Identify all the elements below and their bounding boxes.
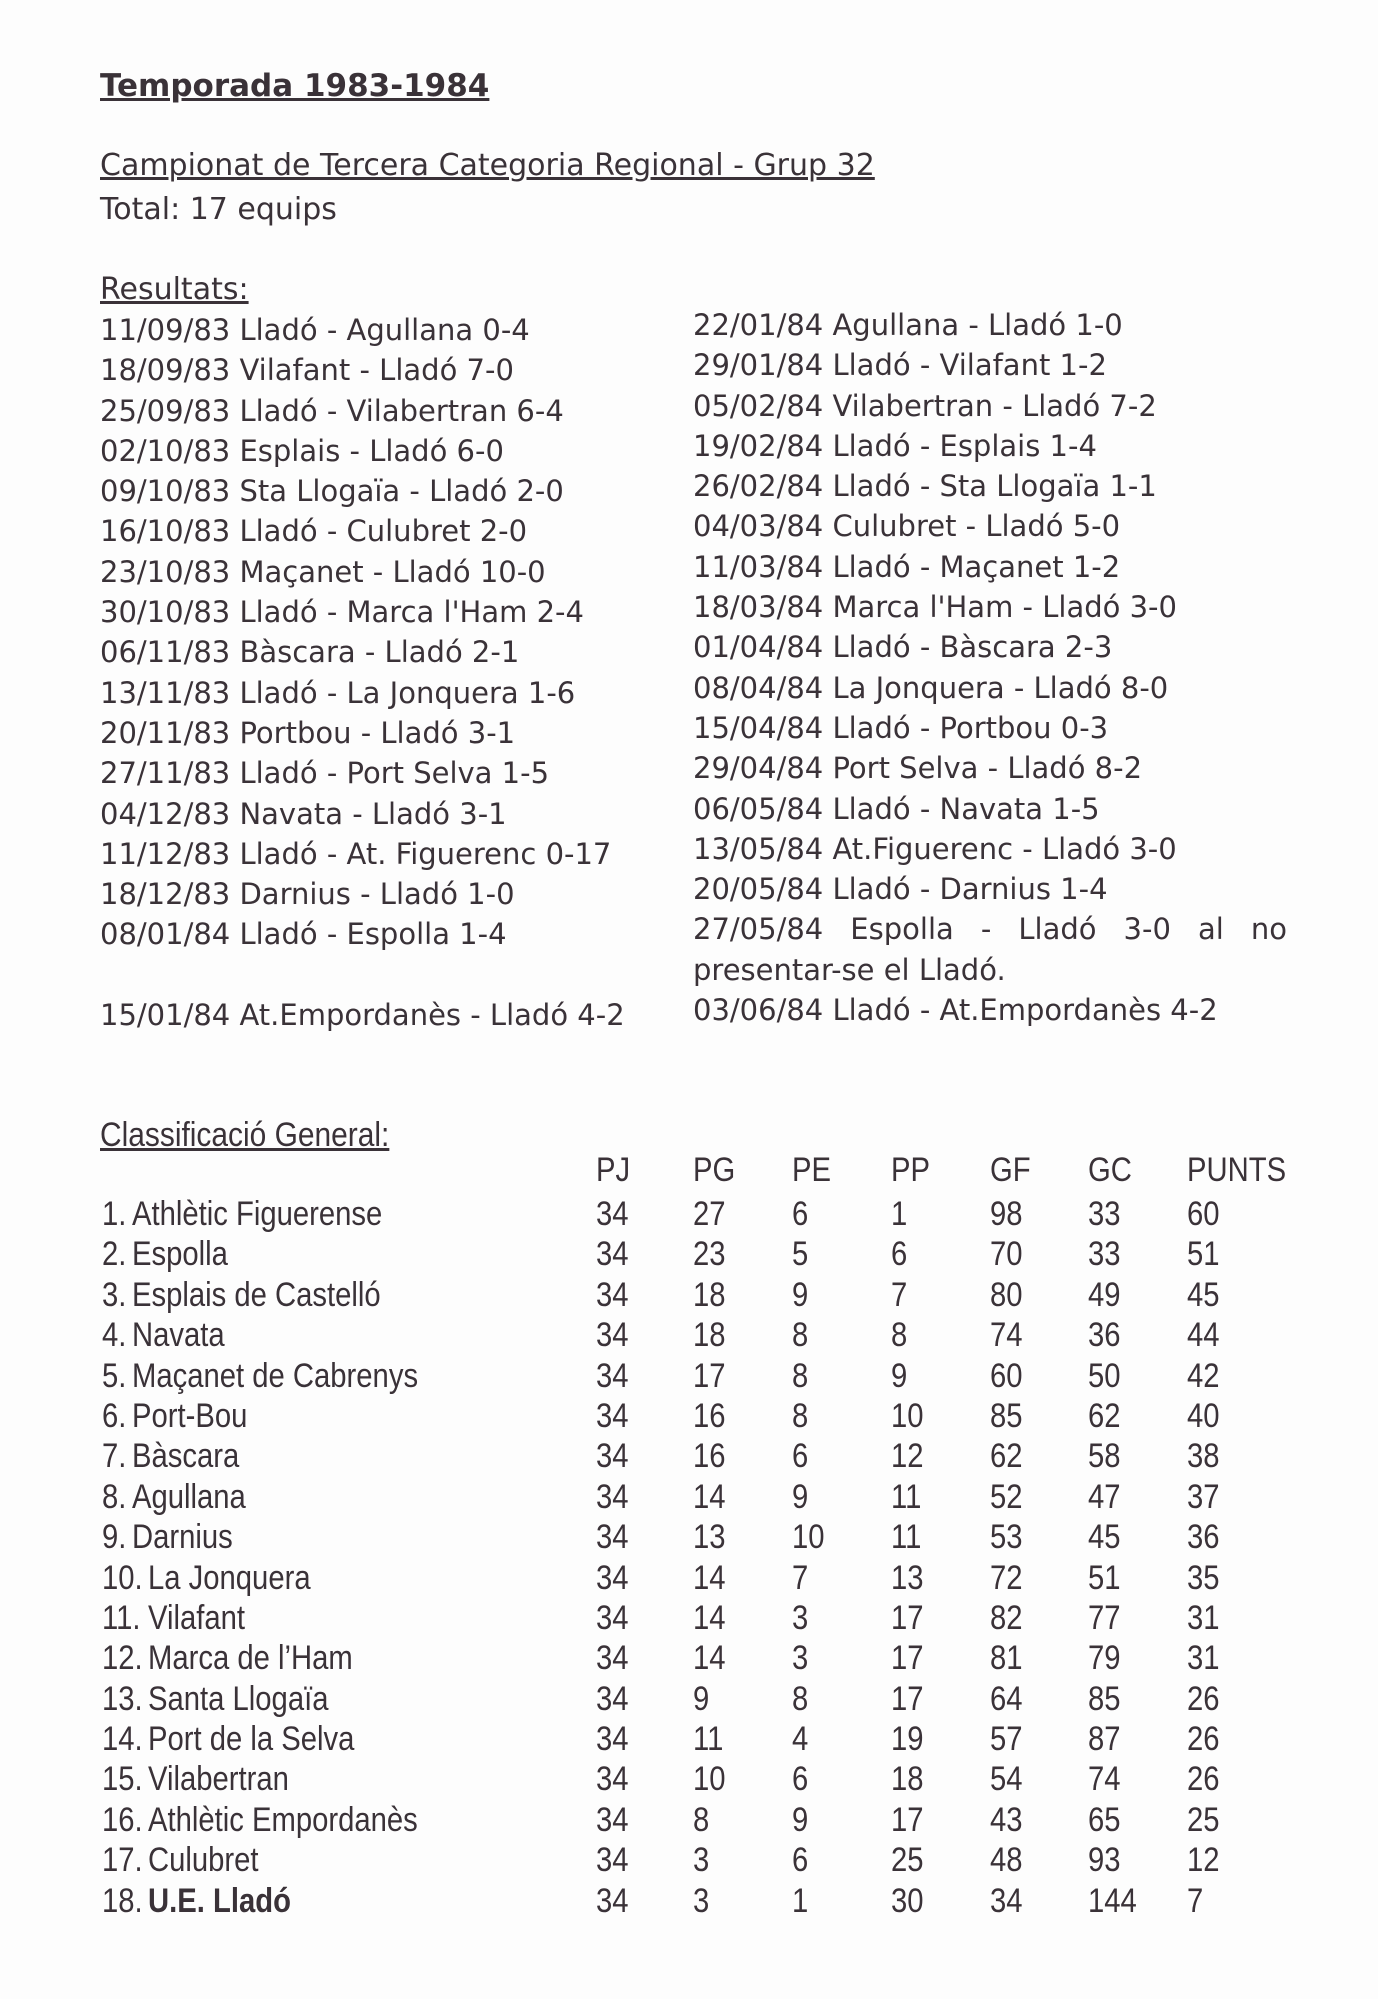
result-row: 27/11/83 Lladó - Port Selva 1-5 <box>100 756 550 791</box>
team-name: Port-Bou <box>132 1396 248 1435</box>
team-name: Vilabertran <box>148 1760 289 1799</box>
stat-cell: 7 <box>891 1275 908 1314</box>
stat-cell: 3 <box>792 1598 809 1637</box>
results-heading: Resultats: <box>100 272 249 307</box>
stat-cell: 34 <box>596 1720 629 1759</box>
position: 16. <box>102 1800 143 1839</box>
stat-cell: 62 <box>990 1437 1023 1476</box>
result-row: 29/01/84 Lladó - Vilafant 1-2 <box>693 348 1107 383</box>
stat-cell: 23 <box>693 1235 726 1274</box>
position: 3. <box>102 1275 127 1314</box>
result-row: 13/11/83 Lladó - La Jonquera 1-6 <box>100 675 576 710</box>
stat-cell: 54 <box>990 1760 1023 1799</box>
result-row: 04/12/83 Navata - Lladó 3-1 <box>100 796 507 831</box>
stat-cell: 53 <box>990 1518 1023 1557</box>
team-name: Athlètic Empordanès <box>148 1800 418 1839</box>
team-name: Agullana <box>132 1477 246 1516</box>
stat-cell: 25 <box>891 1841 924 1880</box>
team-name: Navata <box>132 1316 225 1355</box>
result-row: presentar-se el Lladó. <box>693 952 1006 987</box>
team-name: Culubret <box>148 1841 259 1880</box>
stat-cell: 98 <box>990 1195 1023 1233</box>
stat-cell: 9 <box>792 1800 809 1839</box>
position: 12. <box>102 1639 143 1678</box>
stat-cell: 19 <box>891 1720 924 1759</box>
position: 15. <box>102 1760 143 1799</box>
stat-cell: 85 <box>1088 1679 1121 1718</box>
stat-cell: 8 <box>792 1356 809 1395</box>
column-header: PG <box>693 1151 736 1189</box>
stat-cell: 13 <box>693 1518 726 1557</box>
stat-cell: 13 <box>891 1558 924 1597</box>
season-title: Temporada 1983-1984 <box>100 68 490 104</box>
stat-cell: 74 <box>1088 1760 1121 1799</box>
stat-cell: 51 <box>1088 1558 1121 1597</box>
stat-cell: 62 <box>1088 1396 1121 1435</box>
result-row: 30/10/83 Lladó - Marca l'Ham 2-4 <box>100 595 584 630</box>
stat-cell: 31 <box>1187 1598 1220 1637</box>
stat-cell: 12 <box>1187 1841 1220 1880</box>
stat-cell: 14 <box>693 1477 726 1516</box>
stat-cell: 34 <box>596 1679 629 1718</box>
team-name: U.E. Lladó <box>148 1881 291 1920</box>
stat-cell: 18 <box>693 1316 726 1355</box>
stat-cell: 7 <box>792 1558 809 1597</box>
stat-cell: 93 <box>1088 1841 1121 1880</box>
stat-cell: 87 <box>1088 1720 1121 1759</box>
result-row: 11/09/83 Lladó - Agullana 0-4 <box>100 313 530 347</box>
stat-cell: 72 <box>990 1558 1023 1597</box>
stat-cell: 36 <box>1088 1316 1121 1355</box>
result-row <box>100 955 625 995</box>
stat-cell: 3 <box>792 1639 809 1678</box>
stat-cell: 30 <box>891 1881 924 1920</box>
stat-cell: 57 <box>990 1720 1023 1759</box>
column-header: PUNTS <box>1187 1151 1287 1189</box>
stat-cell: 35 <box>1187 1558 1220 1597</box>
stat-cell: 36 <box>1187 1518 1220 1557</box>
result-row: 16/10/83 Lladó - Culubret 2-0 <box>100 514 528 549</box>
stat-cell: 3 <box>693 1841 710 1880</box>
stat-cell: 33 <box>1088 1235 1121 1274</box>
stat-cell: 1 <box>792 1881 809 1920</box>
stat-cell: 14 <box>693 1639 726 1678</box>
position: 8. <box>102 1477 127 1516</box>
column-header: PP <box>891 1151 931 1189</box>
stat-cell: 60 <box>1187 1195 1220 1233</box>
stat-cell: 34 <box>596 1195 629 1233</box>
result-row: 15/01/84 At.Empordanès - Lladó 4-2 <box>100 998 625 1033</box>
stat-cell: 9 <box>891 1356 908 1395</box>
stat-cell: 50 <box>1088 1356 1121 1395</box>
column-header: GC <box>1088 1151 1132 1189</box>
stat-cell: 34 <box>596 1437 629 1476</box>
stat-cell: 11 <box>693 1720 724 1759</box>
team-name: La Jonquera <box>148 1558 311 1597</box>
result-row: 27/05/84 Espolla - Lladó 3-0 al no <box>693 912 1287 947</box>
result-row: 05/02/84 Vilabertran - Lladó 7-2 <box>693 388 1157 423</box>
stat-cell: 5 <box>792 1235 809 1274</box>
stat-cell: 34 <box>596 1235 629 1274</box>
stat-cell: 34 <box>596 1881 629 1920</box>
position: 5. <box>102 1356 127 1395</box>
competition-name: Campionat de Tercera Categoria Regional - Grup 32 <box>100 148 875 183</box>
stat-cell: 11 <box>891 1477 922 1516</box>
stat-cell: 18 <box>891 1760 924 1799</box>
stat-cell: 7 <box>1187 1881 1204 1920</box>
stat-cell: 8 <box>792 1679 809 1718</box>
stat-cell: 26 <box>1187 1679 1220 1718</box>
stat-cell: 27 <box>693 1195 726 1233</box>
stat-cell: 79 <box>1088 1639 1121 1678</box>
stat-cell: 80 <box>990 1275 1023 1314</box>
stat-cell: 1 <box>891 1195 908 1233</box>
result-row: 11/03/84 Lladó - Maçanet 1-2 <box>693 549 1121 584</box>
stat-cell: 34 <box>596 1598 629 1637</box>
classification-heading: Classificació General: <box>100 1116 390 1154</box>
stat-cell: 17 <box>891 1679 924 1718</box>
result-row: 08/01/84 Lladó - Espolla 1-4 <box>100 917 507 952</box>
position: 9. <box>102 1518 127 1557</box>
result-row: 18/03/84 Marca l'Ham - Lladó 3-0 <box>693 590 1177 625</box>
stat-cell: 33 <box>1088 1195 1121 1233</box>
position: 11. <box>102 1598 141 1637</box>
stat-cell: 34 <box>596 1396 629 1435</box>
result-row: 20/11/83 Portbou - Lladó 3-1 <box>100 715 516 750</box>
stat-cell: 77 <box>1088 1598 1121 1637</box>
result-row: 06/11/83 Bàscara - Lladó 2-1 <box>100 635 520 670</box>
stat-cell: 11 <box>891 1518 922 1557</box>
stat-cell: 34 <box>596 1275 629 1314</box>
stat-cell: 6 <box>891 1235 908 1274</box>
result-row: 09/10/83 Sta Llogaïa - Lladó 2-0 <box>100 474 564 509</box>
team-name: Esplais de Castelló <box>132 1275 381 1314</box>
result-row: 02/10/83 Esplais - Lladó 6-0 <box>100 433 504 468</box>
position: 10. <box>102 1558 143 1597</box>
stat-cell: 144 <box>1088 1881 1137 1920</box>
team-name: Vilafant <box>148 1598 246 1637</box>
stat-cell: 8 <box>891 1316 908 1355</box>
position: 1. <box>102 1195 127 1233</box>
stat-cell: 26 <box>1187 1720 1220 1759</box>
stat-cell: 44 <box>1187 1316 1220 1355</box>
stat-cell: 18 <box>693 1275 726 1314</box>
stat-cell: 45 <box>1187 1275 1220 1314</box>
team-name: Bàscara <box>132 1437 240 1476</box>
stat-cell: 31 <box>1187 1639 1220 1678</box>
stat-cell: 82 <box>990 1598 1023 1637</box>
stat-cell: 65 <box>1088 1800 1121 1839</box>
stat-cell: 85 <box>990 1396 1023 1435</box>
stat-cell: 42 <box>1187 1356 1220 1395</box>
result-row: 11/12/83 Lladó - At. Figuerenc 0-17 <box>100 836 612 871</box>
stat-cell: 8 <box>792 1396 809 1435</box>
position: 2. <box>102 1235 127 1274</box>
stat-cell: 12 <box>891 1437 924 1476</box>
stat-cell: 25 <box>1187 1800 1220 1839</box>
result-row: 13/05/84 At.Figuerenc - Lladó 3-0 <box>693 831 1177 866</box>
stat-cell: 8 <box>693 1800 710 1839</box>
stat-cell: 17 <box>693 1356 726 1395</box>
results-second-half <box>693 305 1287 1030</box>
stat-cell: 48 <box>990 1841 1023 1880</box>
result-row: 03/06/84 Lladó - At.Empordanès 4-2 <box>693 993 1218 1028</box>
stat-cell: 34 <box>596 1356 629 1395</box>
column-header: PJ <box>596 1151 631 1189</box>
position: 18. <box>102 1881 143 1920</box>
stat-cell: 14 <box>693 1598 726 1637</box>
result-row: 08/04/84 La Jonquera - Lladó 8-0 <box>693 670 1169 705</box>
team-name: Santa Llogaïa <box>148 1679 329 1718</box>
position: 6. <box>102 1396 127 1435</box>
stat-cell: 6 <box>792 1760 809 1799</box>
result-row: 26/02/84 Lladó - Sta Llogaïa 1-1 <box>693 469 1157 504</box>
stat-cell: 34 <box>596 1518 629 1557</box>
stat-cell: 81 <box>990 1639 1023 1678</box>
stat-cell: 14 <box>693 1558 726 1597</box>
result-row: 04/03/84 Culubret - Lladó 5-0 <box>693 509 1121 544</box>
team-name: Athlètic Figuerense <box>132 1195 383 1233</box>
result-row: 06/05/84 Lladó - Navata 1-5 <box>693 791 1100 826</box>
results-first-half <box>100 310 625 1035</box>
stat-cell: 34 <box>596 1800 629 1839</box>
team-name: Darnius <box>132 1518 233 1557</box>
position: 17. <box>102 1841 143 1880</box>
stat-cell: 17 <box>891 1598 924 1637</box>
team-name: Espolla <box>132 1235 228 1274</box>
result-row: 15/04/84 Lladó - Portbou 0-3 <box>693 710 1109 745</box>
stat-cell: 17 <box>891 1800 924 1839</box>
result-row: 01/04/84 Lladó - Bàscara 2-3 <box>693 630 1113 665</box>
result-row: 25/09/83 Lladó - Vilabertran 6-4 <box>100 393 564 428</box>
team-count: Total: 17 equips <box>100 192 337 227</box>
stat-cell: 64 <box>990 1679 1023 1718</box>
stat-cell: 34 <box>990 1881 1023 1920</box>
result-row: 29/04/84 Port Selva - Lladó 8-2 <box>693 751 1143 786</box>
result-row: 19/02/84 Lladó - Esplais 1-4 <box>693 428 1097 463</box>
stat-cell: 6 <box>792 1841 809 1880</box>
position: 7. <box>102 1437 127 1476</box>
stat-cell: 74 <box>990 1316 1023 1355</box>
stat-cell: 34 <box>596 1760 629 1799</box>
stat-cell: 47 <box>1088 1477 1121 1516</box>
stat-cell: 9 <box>792 1275 809 1314</box>
stat-cell: 34 <box>596 1639 629 1678</box>
position: 14. <box>102 1720 143 1759</box>
stat-cell: 6 <box>792 1437 809 1476</box>
stat-cell: 70 <box>990 1235 1023 1274</box>
stat-cell: 16 <box>693 1396 726 1435</box>
stat-cell: 37 <box>1187 1477 1220 1516</box>
stat-cell: 60 <box>990 1356 1023 1395</box>
position: 4. <box>102 1316 127 1355</box>
stat-cell: 34 <box>596 1841 629 1880</box>
stat-cell: 45 <box>1088 1518 1121 1557</box>
result-row: 18/12/83 Darnius - Lladó 1-0 <box>100 877 515 912</box>
stat-cell: 8 <box>792 1316 809 1355</box>
stat-cell: 16 <box>693 1437 726 1476</box>
column-header: PE <box>792 1151 832 1189</box>
stat-cell: 40 <box>1187 1396 1220 1435</box>
stat-cell: 10 <box>792 1518 825 1557</box>
stat-cell: 51 <box>1187 1235 1220 1274</box>
stat-cell: 9 <box>792 1477 809 1516</box>
stat-cell: 49 <box>1088 1275 1121 1314</box>
stat-cell: 34 <box>596 1558 629 1597</box>
stat-cell: 9 <box>693 1679 710 1718</box>
stat-cell: 43 <box>990 1800 1023 1839</box>
stat-cell: 38 <box>1187 1437 1220 1476</box>
stat-cell: 10 <box>693 1760 726 1799</box>
stat-cell: 34 <box>596 1316 629 1355</box>
stat-cell: 34 <box>596 1477 629 1516</box>
stat-cell: 10 <box>891 1396 924 1435</box>
result-row: 22/01/84 Agullana - Lladó 1-0 <box>693 308 1123 342</box>
position: 13. <box>102 1679 143 1718</box>
stat-cell: 6 <box>792 1195 809 1233</box>
result-row: 20/05/84 Lladó - Darnius 1-4 <box>693 872 1108 907</box>
stat-cell: 17 <box>891 1639 924 1678</box>
stat-cell: 4 <box>792 1720 809 1759</box>
stat-cell: 26 <box>1187 1760 1220 1799</box>
stat-cell: 52 <box>990 1477 1023 1516</box>
team-name: Maçanet de Cabrenys <box>132 1356 419 1395</box>
stat-cell: 3 <box>693 1881 710 1920</box>
team-name: Marca de l’Ham <box>148 1639 353 1678</box>
result-row: 23/10/83 Maçanet - Lladó 10-0 <box>100 554 546 589</box>
column-header: GF <box>990 1151 1031 1189</box>
team-name: Port de la Selva <box>148 1720 355 1759</box>
stat-cell: 58 <box>1088 1437 1121 1476</box>
result-row: 18/09/83 Vilafant - Lladó 7-0 <box>100 353 514 388</box>
